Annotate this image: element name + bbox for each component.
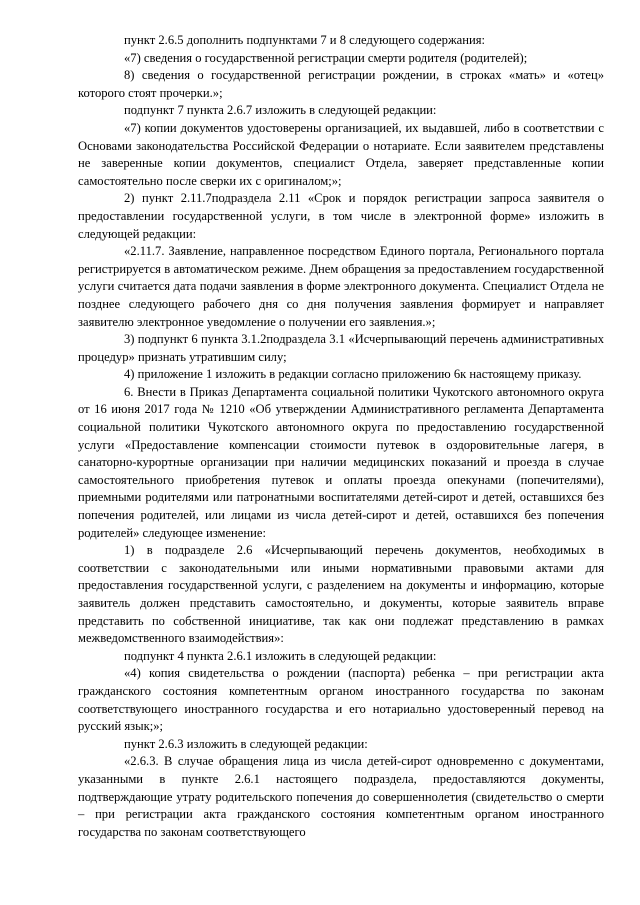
paragraph-13: «4) копия свидетельства о рождении (паспорта) ребенка – при регистрации акта гражданского состояния компетентным органом иностранного государства по законам соответствующего иностранного государства и его нотариально удостоверенный перевод на русский язык;»; [78, 666, 604, 734]
paragraph-2: «7) сведения о государственной регистрации смерти родителя (родителей); [124, 50, 528, 65]
paragraph-7: «2.11.7. Заявление, направленное посредством Единого портала, Регионального портала регистрируется в автоматическом режиме. Днем обращения за предоставлением государственной услуги считается дата подачи заявления в форме электронного документа. Специалист Отдела не позднее следующего рабочего дня со дня получения заявления формирует и направляет заявителю электронное уведомление о получении его заявления.»; [78, 244, 604, 329]
paragraph-14: пункт 2.6.3 изложить в следующей редакции: [124, 736, 368, 751]
paragraph-11: 1) в подразделе 2.6 «Исчерпывающий перечень документов, необходимых в соответствии с законодательными или иными нормативными правовыми актами для предоставления государственной услуги, с разделением на документы и информацию, которые заявитель должен представить самостоятельно, и документы, которые заявитель вправе представить по собственной инициативе, так как они подлежат представлению в рамках межведомственного взаимодействия»: [78, 543, 604, 646]
paragraph-9: 4) приложение 1 изложить в редакции согласно приложению 6к настоящему приказу. [124, 367, 582, 382]
paragraph-15: «2.6.3. В случае обращения лица из числа детей-сирот одновременно с документами, указанными в пункте 2.6.1 настоящего подраздела, предоставляются документы, подтверждающие утрату родительского попечения до совершеннолетия (свидетельство о смерти – при регистрации акта гражданского состояния компетентным органом иностранного государства по законам соответствующего [78, 754, 604, 839]
paragraph-4: подпункт 7 пункта 2.6.7 изложить в следующей редакции: [124, 103, 437, 118]
paragraph-6: 2) пункт 2.11.7подраздела 2.11 «Срок и порядок регистрации запроса заявителя о предоставлении государственной услуги, в том числе в электронной форме» изложить в следующей редакции: [78, 191, 604, 241]
paragraph-5: «7) копии документов удостоверены организацией, их выдавшей, либо в соответствии с Основами законодательства Российской Федерации о нотариате. Если заявителем представлены не заверенные копии документов, специалист Отдела, заверяет представленные копии самостоятельно после сверки их с оригиналом;»; [78, 120, 604, 188]
paragraph-3: 8) сведения о государственной регистрации рождении, в строках «мать» и «отец» которого стоят прочерки.»; [78, 68, 604, 100]
paragraph-1: пункт 2.6.5 дополнить подпунктами 7 и 8 следующего содержания: [124, 33, 486, 47]
paragraph-10: 6. Внести в Приказ Департамента социальной политики Чукотского автономного округа от 16 июня 2017 года № 1210 «Об утверждении Административного регламента Департамента социальной политики Чукотского автономного округа по предоставлению государственной услуги «Предоставление компенсации стоимости путевок в оздоровительные лагеря, в санаторно-курортные организации при наличии медицинских показаний и проезда в случае самостоятельного приобретения путевок и оплаты проезда опекунами (попечителями), приемными родителями или патронатными воспитателями детей-сирот и детей, оставшихся без попечения родителей, или лицами из числа детей-сирот и детей, оставшихся без попечения родителей» следующее изменение: [78, 384, 604, 540]
paragraph-8: 3) подпункт 6 пункта 3.1.2подраздела 3.1 «Исчерпывающий перечень административных процедур» признать утратившим силу; [78, 332, 604, 364]
paragraph-12: подпункт 4 пункта 2.6.1 изложить в следующей редакции: [124, 648, 437, 663]
